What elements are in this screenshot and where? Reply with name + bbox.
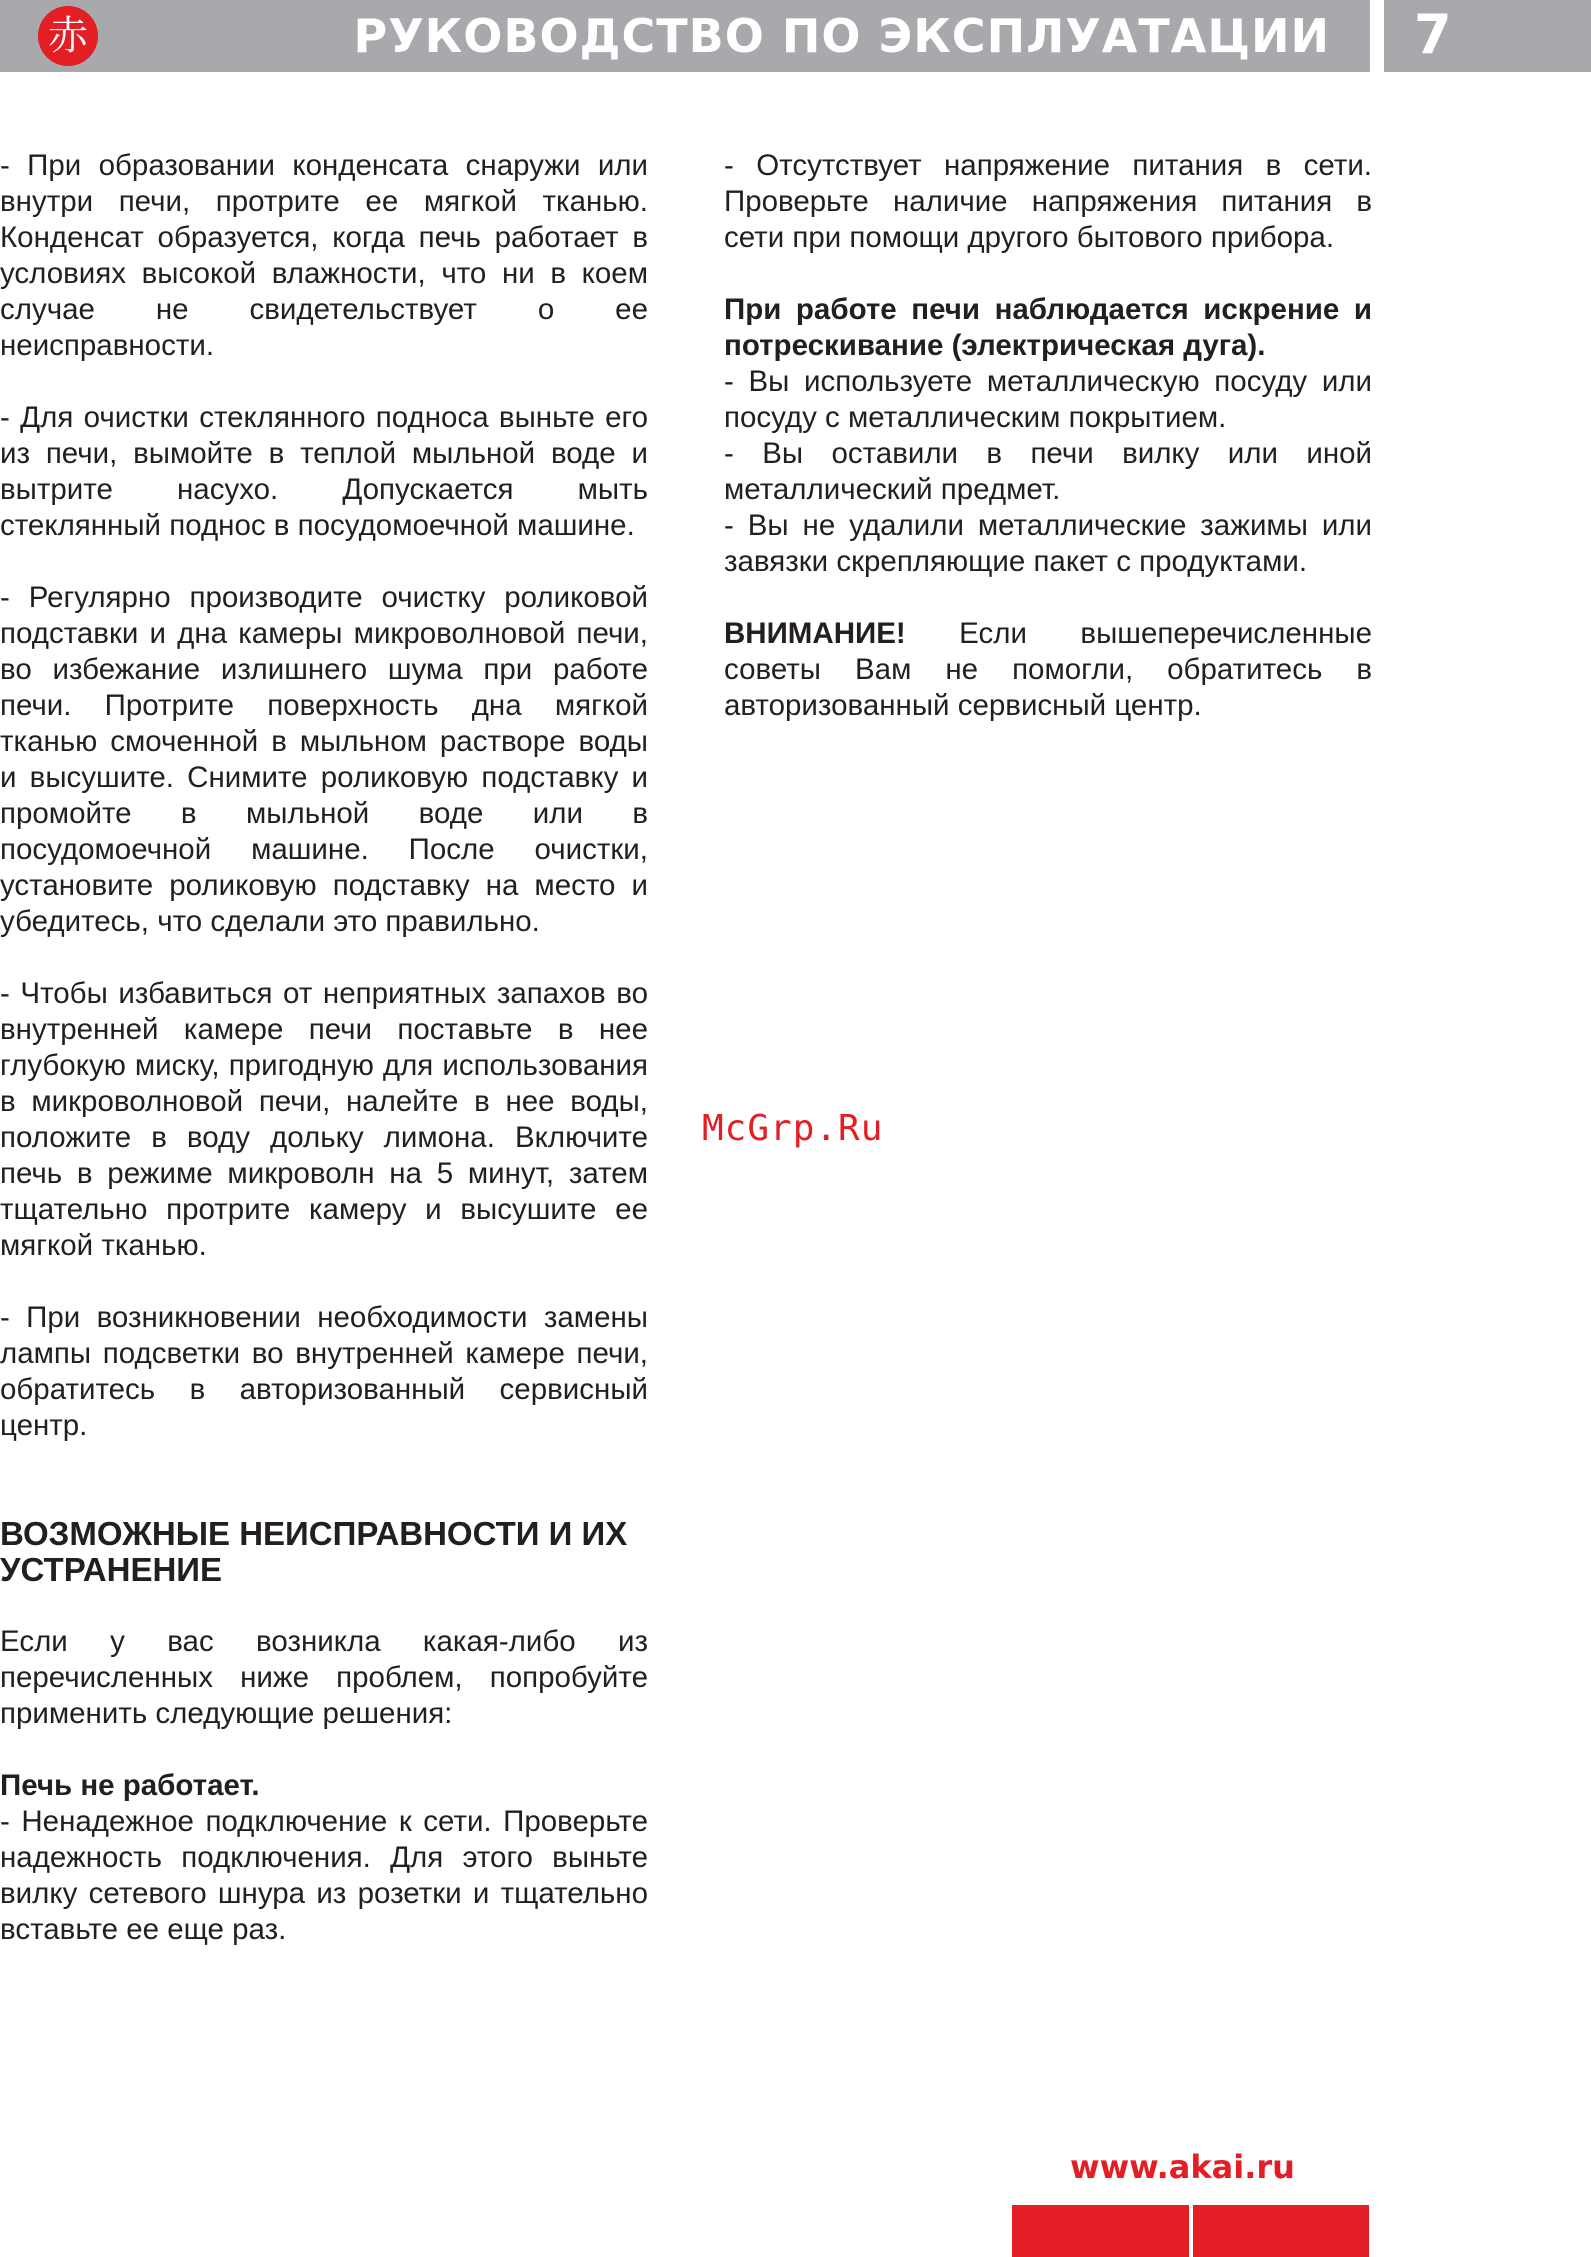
problem-item: - Ненадежное подключение к сети. Проверьте надежность подключения. Для этого выньте вилку сетевого шнура из розетки и тщательно вставьте ее еще раз. xyxy=(0,1805,648,1946)
footer-accent-bar xyxy=(1193,2205,1369,2257)
paragraph-lamp-replacement: - При возникновении необходимости замены лампы подсветки во внутренней камере печи, обратитесь в авторизованный сервисный центр. xyxy=(0,1301,648,1442)
paragraph-odors: - Чтобы избавиться от неприятных запахов во внутренней камере печи поставьте в нее глубокую миску, пригодную для использования в микроволновой печи, налейте в нее воды, положите в воду дольку лимона. Включите печь в режиме микроволн на 5 минут, затем тщательно протрите камеру и высушите ее мягкой тканью. xyxy=(0,977,648,1262)
watermark: McGrp.Ru xyxy=(702,1108,884,1149)
page-number-box xyxy=(1384,0,1591,72)
warning-paragraph xyxy=(724,616,1372,724)
paragraph-glass-tray: - Для очистки стеклянного подноса выньте его из печи, вымойте в теплой мыльной воде и вытрите насухо. Допускается мыть стеклянный поднос в посудомоечной машине. xyxy=(0,401,648,542)
problem-title-arcing: При работе печи наблюдается искрение и потрескивание (электрическая дуга). xyxy=(724,293,1372,362)
warning-text: Если вышеперечисленные советы Вам не помогли, обратитесь в авторизованный сервисный центр. xyxy=(724,617,1372,722)
brand-logo: 赤 xyxy=(38,6,98,66)
paragraph-roller-support: - Регулярно производите очистку роликовой подставки и дна камеры микроволновой печи, во избежание излишнего шума при работе печи. Протрите поверхность дна мягкой тканью смоченной в мыльном растворе воды и высушите. Снимите роликовую подставку и промойте в мыльной воде или в посудомоечной машине. После очистки, установите роликовую подставку на место и убедитесь, что сделали это правильно. xyxy=(0,581,648,938)
right-column xyxy=(724,148,1372,760)
header-bar xyxy=(0,0,1370,72)
problem-item: - Вы используете металлическую посуду или посуду с металлическим покрытием. xyxy=(724,365,1372,434)
section-title-troubleshooting: ВОЗМОЖНЫЕ НЕИСПРАВНОСТИ И ИХ УСТРАНЕНИЕ xyxy=(0,1515,628,1588)
problem-item: - Вы оставили в печи вилку или иной металлический предмет. xyxy=(724,437,1372,506)
footer-accent-bar xyxy=(1012,2205,1189,2257)
troubleshooting-intro: Если у вас возникла какая-либо из перечисленных ниже проблем, попробуйте применить следующие решения: xyxy=(0,1625,648,1730)
paragraph-condensate: - При образовании конденсата снаружи или внутри печи, протрите ее мягкой тканью. Конденсат образуется, когда печь работает в условиях высокой влажности, что ни в коем случае не свидетельствует о ее неисправности. xyxy=(0,149,648,362)
problem-title-not-working: Печь не работает. xyxy=(0,1769,260,1802)
page-header-title: РУКОВОДСТВО ПО ЭКСПЛУАТАЦИИ xyxy=(353,9,1330,63)
problem-item: - Вы не удалили металлические зажимы или завязки скрепляющие пакет с продуктами. xyxy=(724,509,1372,578)
footer-url: www.akai.ru xyxy=(1070,2148,1295,2186)
warning-label: ВНИМАНИЕ! xyxy=(724,617,906,650)
page-number: 7 xyxy=(1414,3,1452,66)
problem-item: - Отсутствует напряжение питания в сети. Проверьте наличие напряжения питания в сети при помощи другого бытового прибора. xyxy=(724,149,1372,254)
left-column xyxy=(0,148,648,1948)
